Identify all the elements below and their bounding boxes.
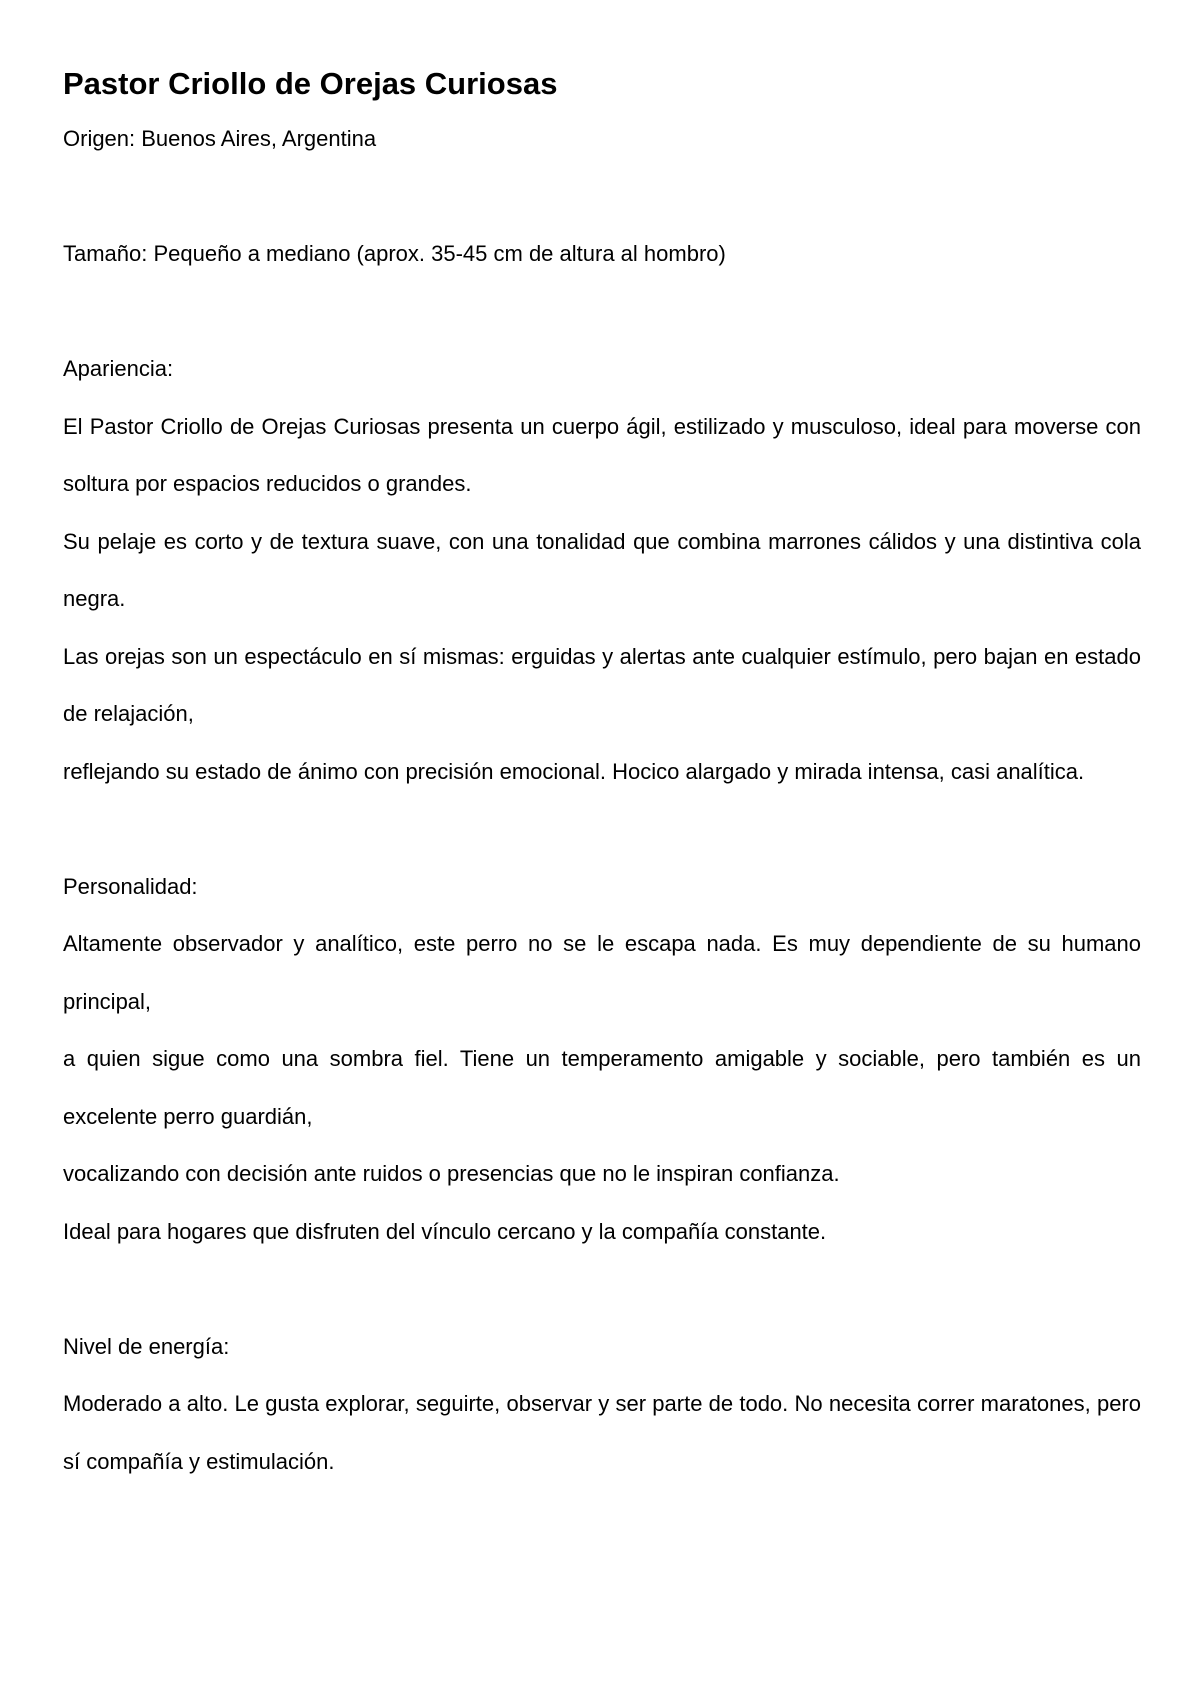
appearance-paragraph: reflejando su estado de ánimo con precisión emocional. Hocico alargado y mirada intensa, casi analítica. xyxy=(63,758,1085,784)
spacer xyxy=(63,168,1141,226)
spacer xyxy=(63,800,1141,858)
document-title: Pastor Criollo de Orejas Curiosas xyxy=(63,66,558,101)
personality-heading: Personalidad: xyxy=(63,873,198,899)
appearance-paragraph: Las orejas son un espectáculo en sí mismas: erguidas y alertas ante cualquier estímulo, pero bajan en estado de relajación, xyxy=(63,643,1141,726)
personality-paragraph: Ideal para hogares que disfruten del vínculo cercano y la compañía constante. xyxy=(63,1218,827,1244)
personality-paragraph: Altamente observador y analítico, este perro no se le escapa nada. Es muy dependiente de su humano principal, xyxy=(63,931,1141,1014)
appearance-paragraph: El Pastor Criollo de Orejas Curiosas presenta un cuerpo ágil, estilizado y musculoso, ideal para moverse con soltura por espacios reducidos o grandes. xyxy=(63,413,1141,496)
personality-paragraph: vocalizando con decisión ante ruidos o presencias que no le inspiran confianza. xyxy=(63,1161,840,1186)
energy-paragraph: Moderado a alto. Le gusta explorar, seguirte, observar y ser parte de todo. No necesita correr maratones, pero sí compañía y estimulación. xyxy=(63,1391,1141,1474)
origin-line: Origen: Buenos Aires, Argentina xyxy=(63,126,377,151)
spacer xyxy=(63,283,1141,341)
size-line: Tamaño: Pequeño a mediano (aprox. 35-45 cm de altura al hombro) xyxy=(63,241,726,266)
appearance-paragraph: Su pelaje es corto y de textura suave, con una tonalidad que combina marrones cálidos y una distintiva cola negra. xyxy=(63,528,1141,611)
appearance-heading: Apariencia: xyxy=(63,356,174,381)
spacer xyxy=(63,1260,1141,1318)
energy-heading: Nivel de energía: xyxy=(63,1333,230,1359)
document-page xyxy=(63,62,1141,1490)
personality-paragraph: a quien sigue como una sombra fiel. Tiene un temperamento amigable y sociable, pero también es un excelente perro guardián, xyxy=(63,1046,1141,1129)
